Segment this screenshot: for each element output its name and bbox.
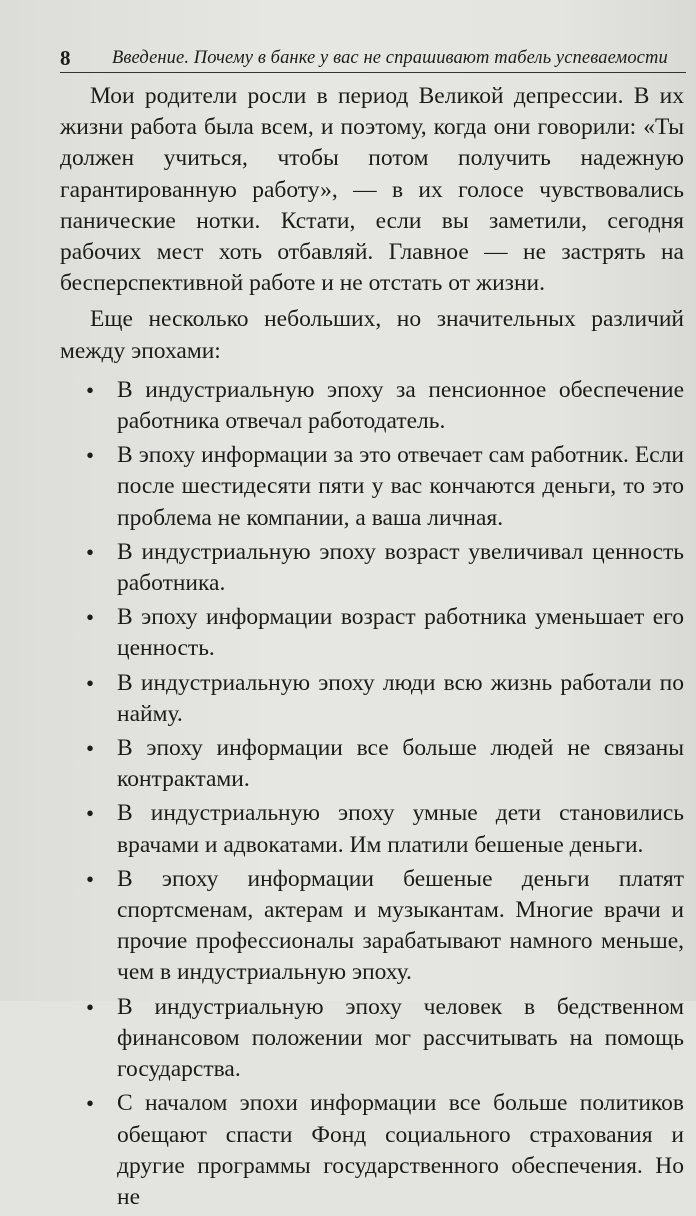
bullet-mark: • [86, 670, 95, 696]
list-item-text: В индустриальную эпоху за пенсионное обеспечение работника отвечал работодатель. [117, 376, 684, 435]
bullet-mark: • [86, 443, 95, 469]
bullet-mark: • [86, 605, 95, 631]
list-item-text: В эпоху информации бешеные деньги платят спортсменам, актерам и музыкантам. Многие врачи и прочие профессионалы зарабатывают намного меньше, чем в индустриальную эпоху. [117, 865, 684, 986]
paragraph: Еще несколько небольших, но значительных различий между эпохами: [60, 306, 684, 364]
list-item-text: В индустриальную эпоху люди всю жизнь работали по найму. [117, 669, 684, 727]
list-item-text: В эпоху информации за это отвечает сам работник. Если после шестидесяти пяти у вас кончаются деньги, то это проблема не компании, а ваша личная. [117, 442, 684, 531]
list-item-text: С началом эпохи информации все больше политиков обещают спасти Фонд социального страхования и другие программы государственного обеспечения. Но не [117, 1090, 684, 1210]
bullet-mark: • [86, 539, 95, 565]
bullet-mark: • [86, 801, 95, 827]
body-text [60, 81, 684, 1216]
page-number: 8 [60, 46, 71, 70]
paragraph: Мои родители росли в период Великой депрессии. В их жизни работа была всем, и поэтому, когда они говорили: «Ты должен учиться, чтобы потом получить надежную гарантированную работу», — в их голосе чувствовались панические нотки. Кстати, если вы заметили, сегодня рабочих мест хоть отбавляй. Главное — не застрять на бесперспективной работе и не отстать от жизни. [60, 83, 684, 297]
list-item [60, 864, 684, 989]
list-item-text: В индустриальную эпоху умные дети становились врачами и адвокатами. Им платили бешеные деньги. [117, 800, 684, 858]
bullet-mark: • [86, 736, 95, 762]
list-item-text: В эпоху информации возраст работника уменьшает его ценность. [117, 604, 684, 662]
list-item [60, 375, 684, 437]
list-item-text: В эпоху информации все больше людей не связаны контрактами. [117, 735, 684, 793]
bullet-mark: • [86, 1091, 95, 1117]
bullet-mark: • [86, 866, 95, 892]
list-item [60, 668, 684, 730]
list-item [60, 537, 684, 599]
list-item [60, 733, 684, 795]
list-item [60, 602, 684, 664]
list-item [60, 440, 684, 534]
running-title: Введение. Почему в банке у вас не спрашивают табель успеваемости [112, 48, 668, 68]
list-item-text: В индустриальную эпоху возраст увеличивал ценность работника. [117, 538, 684, 597]
list-item [60, 1088, 684, 1213]
bullet-mark: • [86, 377, 95, 403]
list-item-text: В индустриальную эпоху человек в бедственном финансовом положении мог рассчитывать на помощь государства. [117, 993, 684, 1083]
running-header [60, 44, 686, 73]
bullet-list [60, 375, 684, 1213]
list-item [60, 992, 684, 1086]
list-item [60, 798, 684, 860]
bullet-mark: • [86, 994, 95, 1020]
